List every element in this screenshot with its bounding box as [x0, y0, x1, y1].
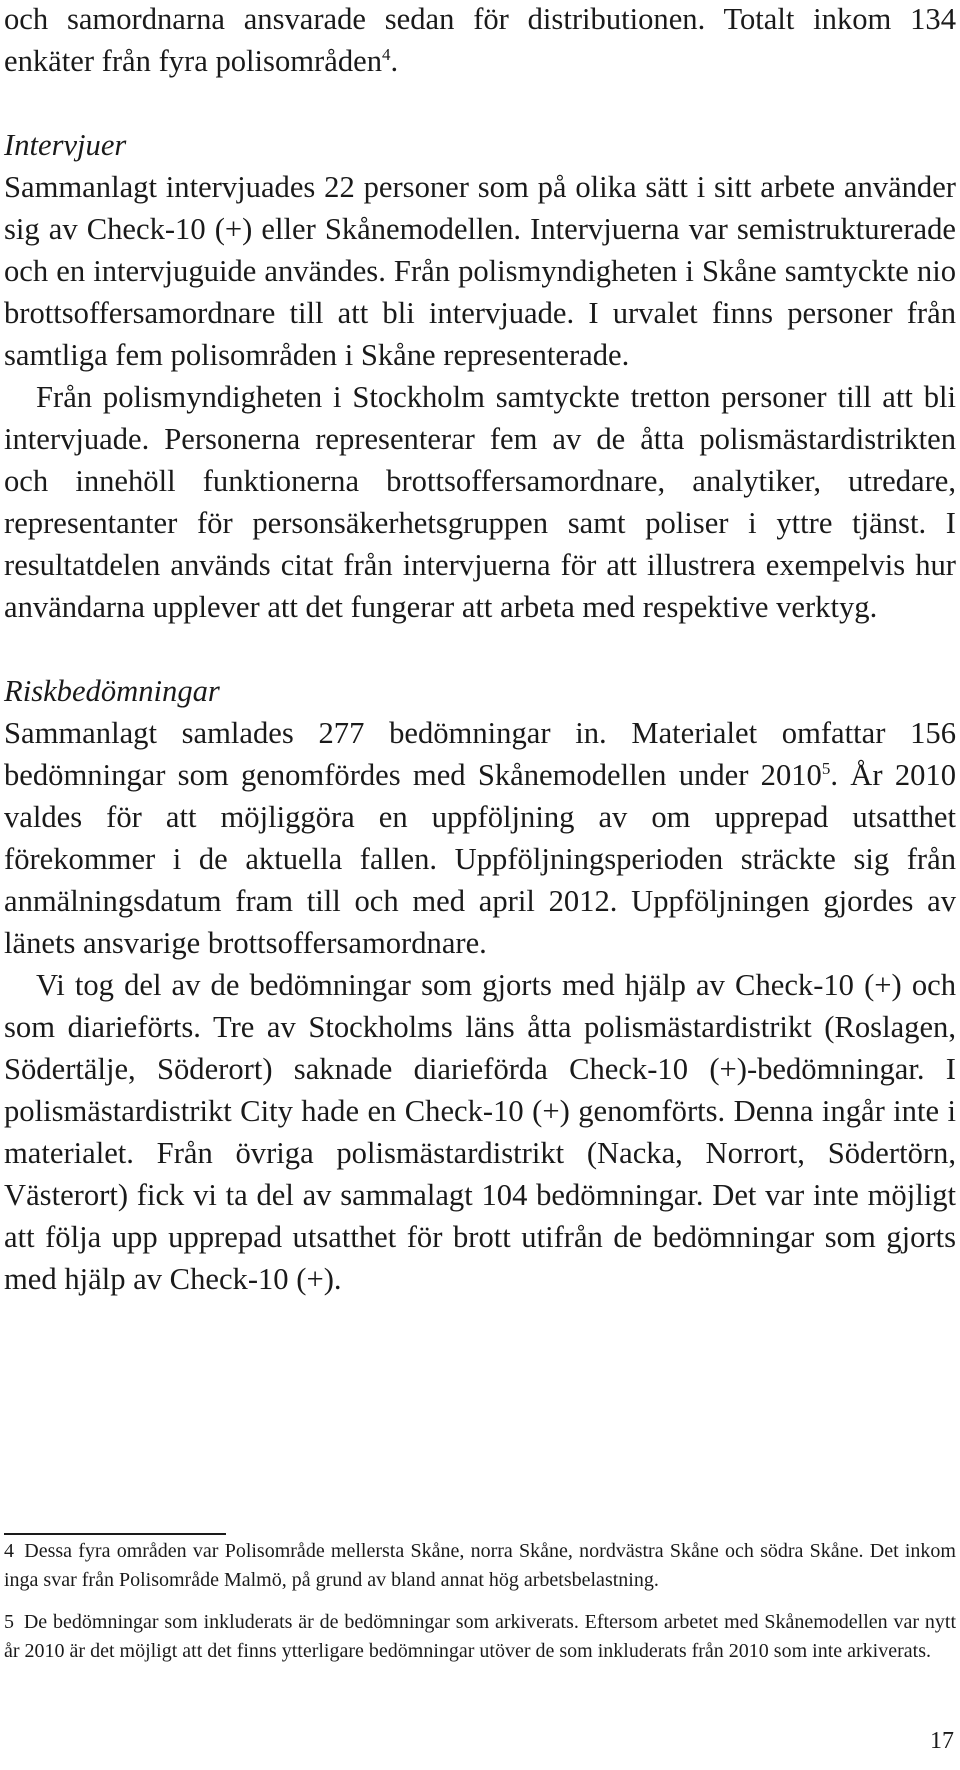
- intro-text-end: .: [390, 44, 399, 78]
- intro-paragraph: [4, 0, 956, 82]
- interviews-paragraph-2: Från polismyndigheten i Stockholm samtyckte tretton personer till att bli intervjuade. Personerna representerar fem av de åtta polismästardistrikten och innehöll funktionerna brottsoffersamordnare, analytiker, utredare, representanter för personsäkerhetsgruppen samt poliser i yttre tjänst. I resultatdelen används citat från intervjuerna för att illustrera exempelvis hur användarna upplever att det fungerar att arbeta med respektive verktyg.: [4, 380, 956, 624]
- document-page: [4, 0, 956, 1770]
- intro-text: och samordnarna ansvarade sedan för distributionen. Totalt inkom 134 enkäter från fyra polisområden: [4, 2, 956, 78]
- page-number: 17: [930, 1728, 954, 1754]
- assessments-text: Sammanlagt samlades 277 bedömningar in. Materialet omfattar 156 bedömningar som genomfördes med Skånemodellen under 2010: [4, 716, 956, 792]
- footnotes: [4, 1537, 956, 1679]
- footnote-ref-4: 4: [382, 44, 391, 64]
- footnote-text: De bedömningar som inkluderats är de bedömningar som arkiverats. Eftersom arbetet med Skånemodellen var nytt år 2010 är det möjligt att det finns ytterligare bedömningar utöver de som inkluderats från 2010 som inte arkiverats.: [4, 1611, 956, 1662]
- footnote-number: 5: [4, 1611, 14, 1633]
- heading-assessments: Riskbedömningar: [4, 674, 220, 708]
- heading-interviews: Intervjuer: [4, 128, 127, 162]
- assessments-text-end: . År 2010 valdes för att möjliggöra en uppföljning av om upprepad utsatthet förekommer i de aktuella fallen. Uppföljningsperioden sträckte sig från anmälningsdatum fram till och med april 2012. Uppföljningen gjordes av länets ansvarige brottsoffersamordnare.: [4, 758, 957, 960]
- interviews-paragraph-1: Sammanlagt intervjuades 22 personer som på olika sätt i sitt arbete använder sig av Check-10 (+) eller Skånemodellen. Intervjuerna var semistrukturerade och en intervjuguide användes. Från polismyndigheten i Skåne samtyckte nio brottsoffersamordnare till att bli intervjuade. I urvalet finns personer från samtliga fem polisområden i Skåne representerade.: [4, 170, 956, 372]
- assessments-paragraph-1: [4, 712, 956, 964]
- footnote-text: Dessa fyra områden var Polisområde mellersta Skåne, norra Skåne, nordvästra Skåne och södra Skåne. Det inkom inga svar från Polisområde Malmö, på grund av bland annat hög arbetsbelastning.: [4, 1540, 956, 1591]
- assessments-paragraph-2: Vi tog del av de bedömningar som gjorts med hjälp av Check-10 (+) och som diarieförts. Tre av Stockholms läns åtta polismästardistrikt (Roslagen, Södertälje, Söderort) saknade diarieförda Check-10 (+)-bedömningar. I polismästardistrikt City hade en Check-10 (+) genomförts. Denna ingår inte i materialet. Från övriga polismästardistrikt (Nacka, Norrort, Södertörn, Västerort) fick vi ta del av sammalagt 104 bedömningar. Det var inte möjligt att följa upp upprepad utsatthet för brott utifrån de bedömningar som gjorts med hjälp av Check-10 (+).: [4, 968, 956, 1296]
- section-spacer: [4, 82, 956, 124]
- footnote-4: [4, 1537, 956, 1594]
- footnote-number: 4: [4, 1540, 14, 1562]
- footnote-divider: [4, 1533, 226, 1535]
- footnote-ref-5: 5: [821, 758, 831, 778]
- main-text: [4, 0, 956, 1300]
- footnote-5: [4, 1608, 956, 1665]
- section-spacer: [4, 628, 956, 670]
